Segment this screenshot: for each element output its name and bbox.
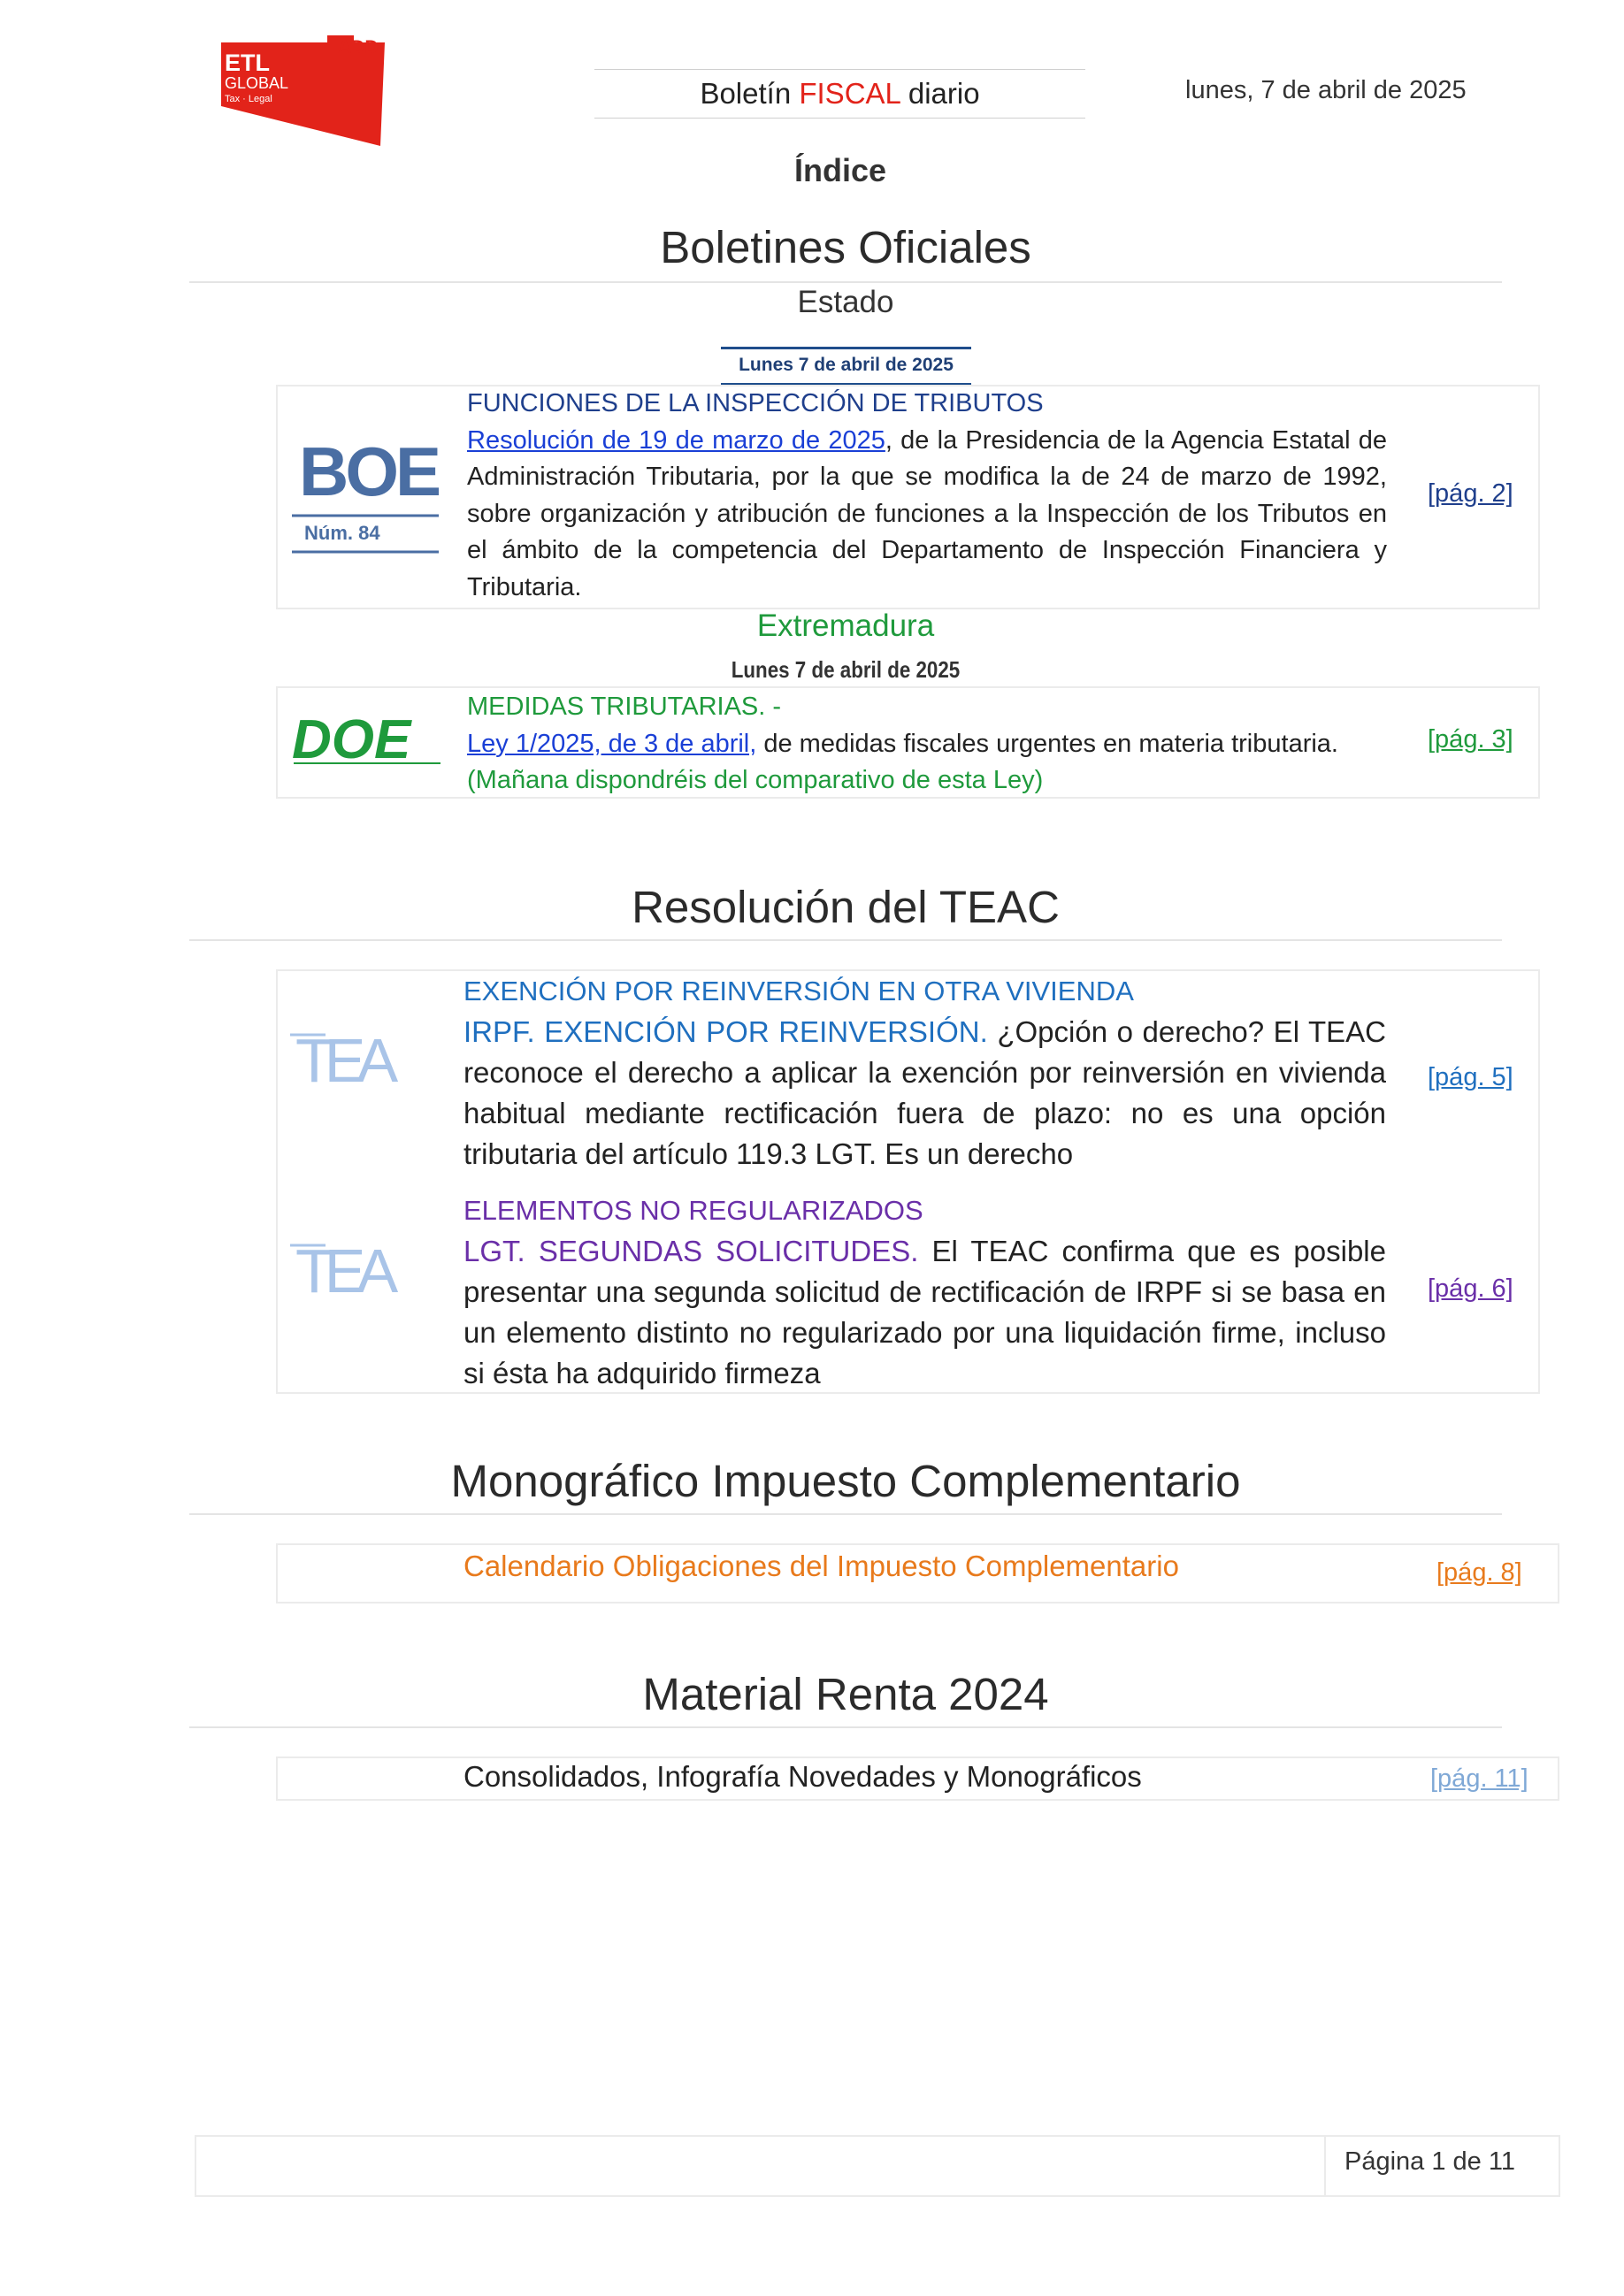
- renta-item-link[interactable]: Consolidados, Infografía Novedades y Monográficos: [463, 1760, 1142, 1793]
- svg-text:Núm. 84: Núm. 84: [304, 522, 380, 544]
- teac-entry-2-text: [463, 1231, 1386, 1394]
- page-link-11[interactable]: [pág. 11]: [1430, 1764, 1528, 1793]
- bulletin-title-suffix: diario: [900, 77, 980, 110]
- section-divider: [189, 939, 1502, 941]
- teac-entry-2-lead: LGT. SEGUNDAS SOLICITUDES.: [463, 1235, 919, 1267]
- subtitle-estado: Estado: [797, 285, 894, 319]
- svg-text:DOE: DOE: [292, 712, 411, 769]
- bulletin-title-highlight: FISCAL: [799, 77, 900, 110]
- section-divider: [189, 281, 1502, 283]
- section-title-teac: Resolución del TEAC: [632, 882, 1060, 932]
- svg-text:TEA: TEA: [295, 1026, 390, 1092]
- boe-entry-heading: FUNCIONES DE LA INSPECCIÓN DE TRIBUTOS: [467, 389, 1044, 417]
- teac-entry-2: [463, 1190, 1386, 1394]
- doe-entry-note: (Mañana dispondréis del comparativo de esta Ley): [467, 766, 1044, 794]
- boe-date-banner: Lunes 7 de abril de 2025: [721, 347, 971, 386]
- svg-text:BOE: BOE: [299, 440, 439, 510]
- section-divider: [189, 1513, 1502, 1515]
- doe-date-banner: Lunes 7 de abril de 2025: [731, 656, 961, 683]
- teac-entry-1-heading: EXENCIÓN POR REINVERSIÓN EN OTRA VIVIENDA: [463, 976, 1134, 1006]
- monografico-item-link[interactable]: Calendario Obligaciones del Impuesto Complementario: [463, 1550, 1179, 1582]
- page-link-6[interactable]: [pág. 6]: [1428, 1274, 1513, 1303]
- boe-resolution-link[interactable]: Resolución de 19 de marzo de 2025: [467, 425, 885, 455]
- teac-entry-1: [463, 971, 1386, 1175]
- boe-entry-body: , de la Presidencia de la Agencia Estatal de Administración Tributaria, por la que se modifica la de 24 de marzo de 1992, sobre organización y atribución de funciones a la Inspección de los Tributos en el ámbito de la competencia del Departamento de Inspección Financiera y Tributaria.: [467, 425, 1387, 601]
- page-link-8[interactable]: [pág. 8]: [1436, 1558, 1522, 1587]
- section-divider: [189, 1726, 1502, 1728]
- teac-entry-2-body: El TEAC confirma que es posible presentar una segunda solicitud de rectificación de IRPF si se basa en un elemento distinto no regularizado por una liquidación firme, incluso si ésta ha adquirido firmeza: [463, 1235, 1386, 1389]
- bulletin-title: [594, 69, 1085, 119]
- footer-divider: [1324, 2135, 1326, 2195]
- teac-entry-1-body: ¿Opción o derecho? El TEAC reconoce el derecho a aplicar la exención por reinversión en vivienda habitual mediante rectificación fuera de plazo: no es una opción tributaria del artículo 119.3 LGT. Es un derecho: [463, 1015, 1387, 1170]
- page-number: Página 1 de 11: [1344, 2147, 1515, 2176]
- section-title-renta: Material Renta 2024: [642, 1669, 1049, 1719]
- doe-entry-heading: MEDIDAS TRIBUTARIAS. -: [467, 693, 782, 721]
- svg-text:TEA: TEA: [295, 1236, 390, 1303]
- boe-entry: [467, 386, 1387, 606]
- doe-entry-text: [467, 726, 1387, 763]
- page-link-2[interactable]: [pág. 2]: [1428, 479, 1513, 508]
- index-heading: Índice: [793, 152, 887, 188]
- svg-text:ADD: ADD: [338, 37, 379, 57]
- subtitle-extremadura: Extremadura: [756, 608, 935, 643]
- doe-logo: [292, 712, 442, 769]
- teac-entry-1-lead: IRPF. EXENCIÓN POR REINVERSIÓN.: [463, 1015, 988, 1048]
- section-title-boletines: Boletines Oficiales: [660, 222, 1031, 272]
- doe-entry: [467, 689, 1387, 800]
- header-date: lunes, 7 de abril de 2025: [1185, 76, 1467, 104]
- teac-entry-1-text: [463, 1012, 1386, 1175]
- svg-text:Tax · Legal: Tax · Legal: [225, 94, 272, 104]
- svg-text:ETL: ETL: [225, 50, 270, 76]
- teac-entry-2-heading: ELEMENTOS NO REGULARIZADOS: [463, 1195, 923, 1226]
- etl-global-logo: [221, 35, 385, 146]
- doe-entry-body: de medidas fiscales urgentes en materia tributaria.: [756, 729, 1338, 758]
- doe-law-link[interactable]: Ley 1/2025, de 3 de abril,: [467, 729, 757, 758]
- bulletin-title-prefix: Boletín: [700, 77, 800, 110]
- tea-logo: [290, 1236, 405, 1303]
- page-link-5[interactable]: [pág. 5]: [1428, 1063, 1513, 1091]
- boe-logo: [290, 440, 440, 560]
- boe-entry-text: [467, 423, 1387, 607]
- section-title-monografico: Monográfico Impuesto Complementario: [450, 1456, 1241, 1506]
- page-link-3[interactable]: [pág. 3]: [1428, 725, 1513, 754]
- tea-logo: [290, 1026, 405, 1092]
- svg-text:GLOBAL: GLOBAL: [225, 74, 289, 92]
